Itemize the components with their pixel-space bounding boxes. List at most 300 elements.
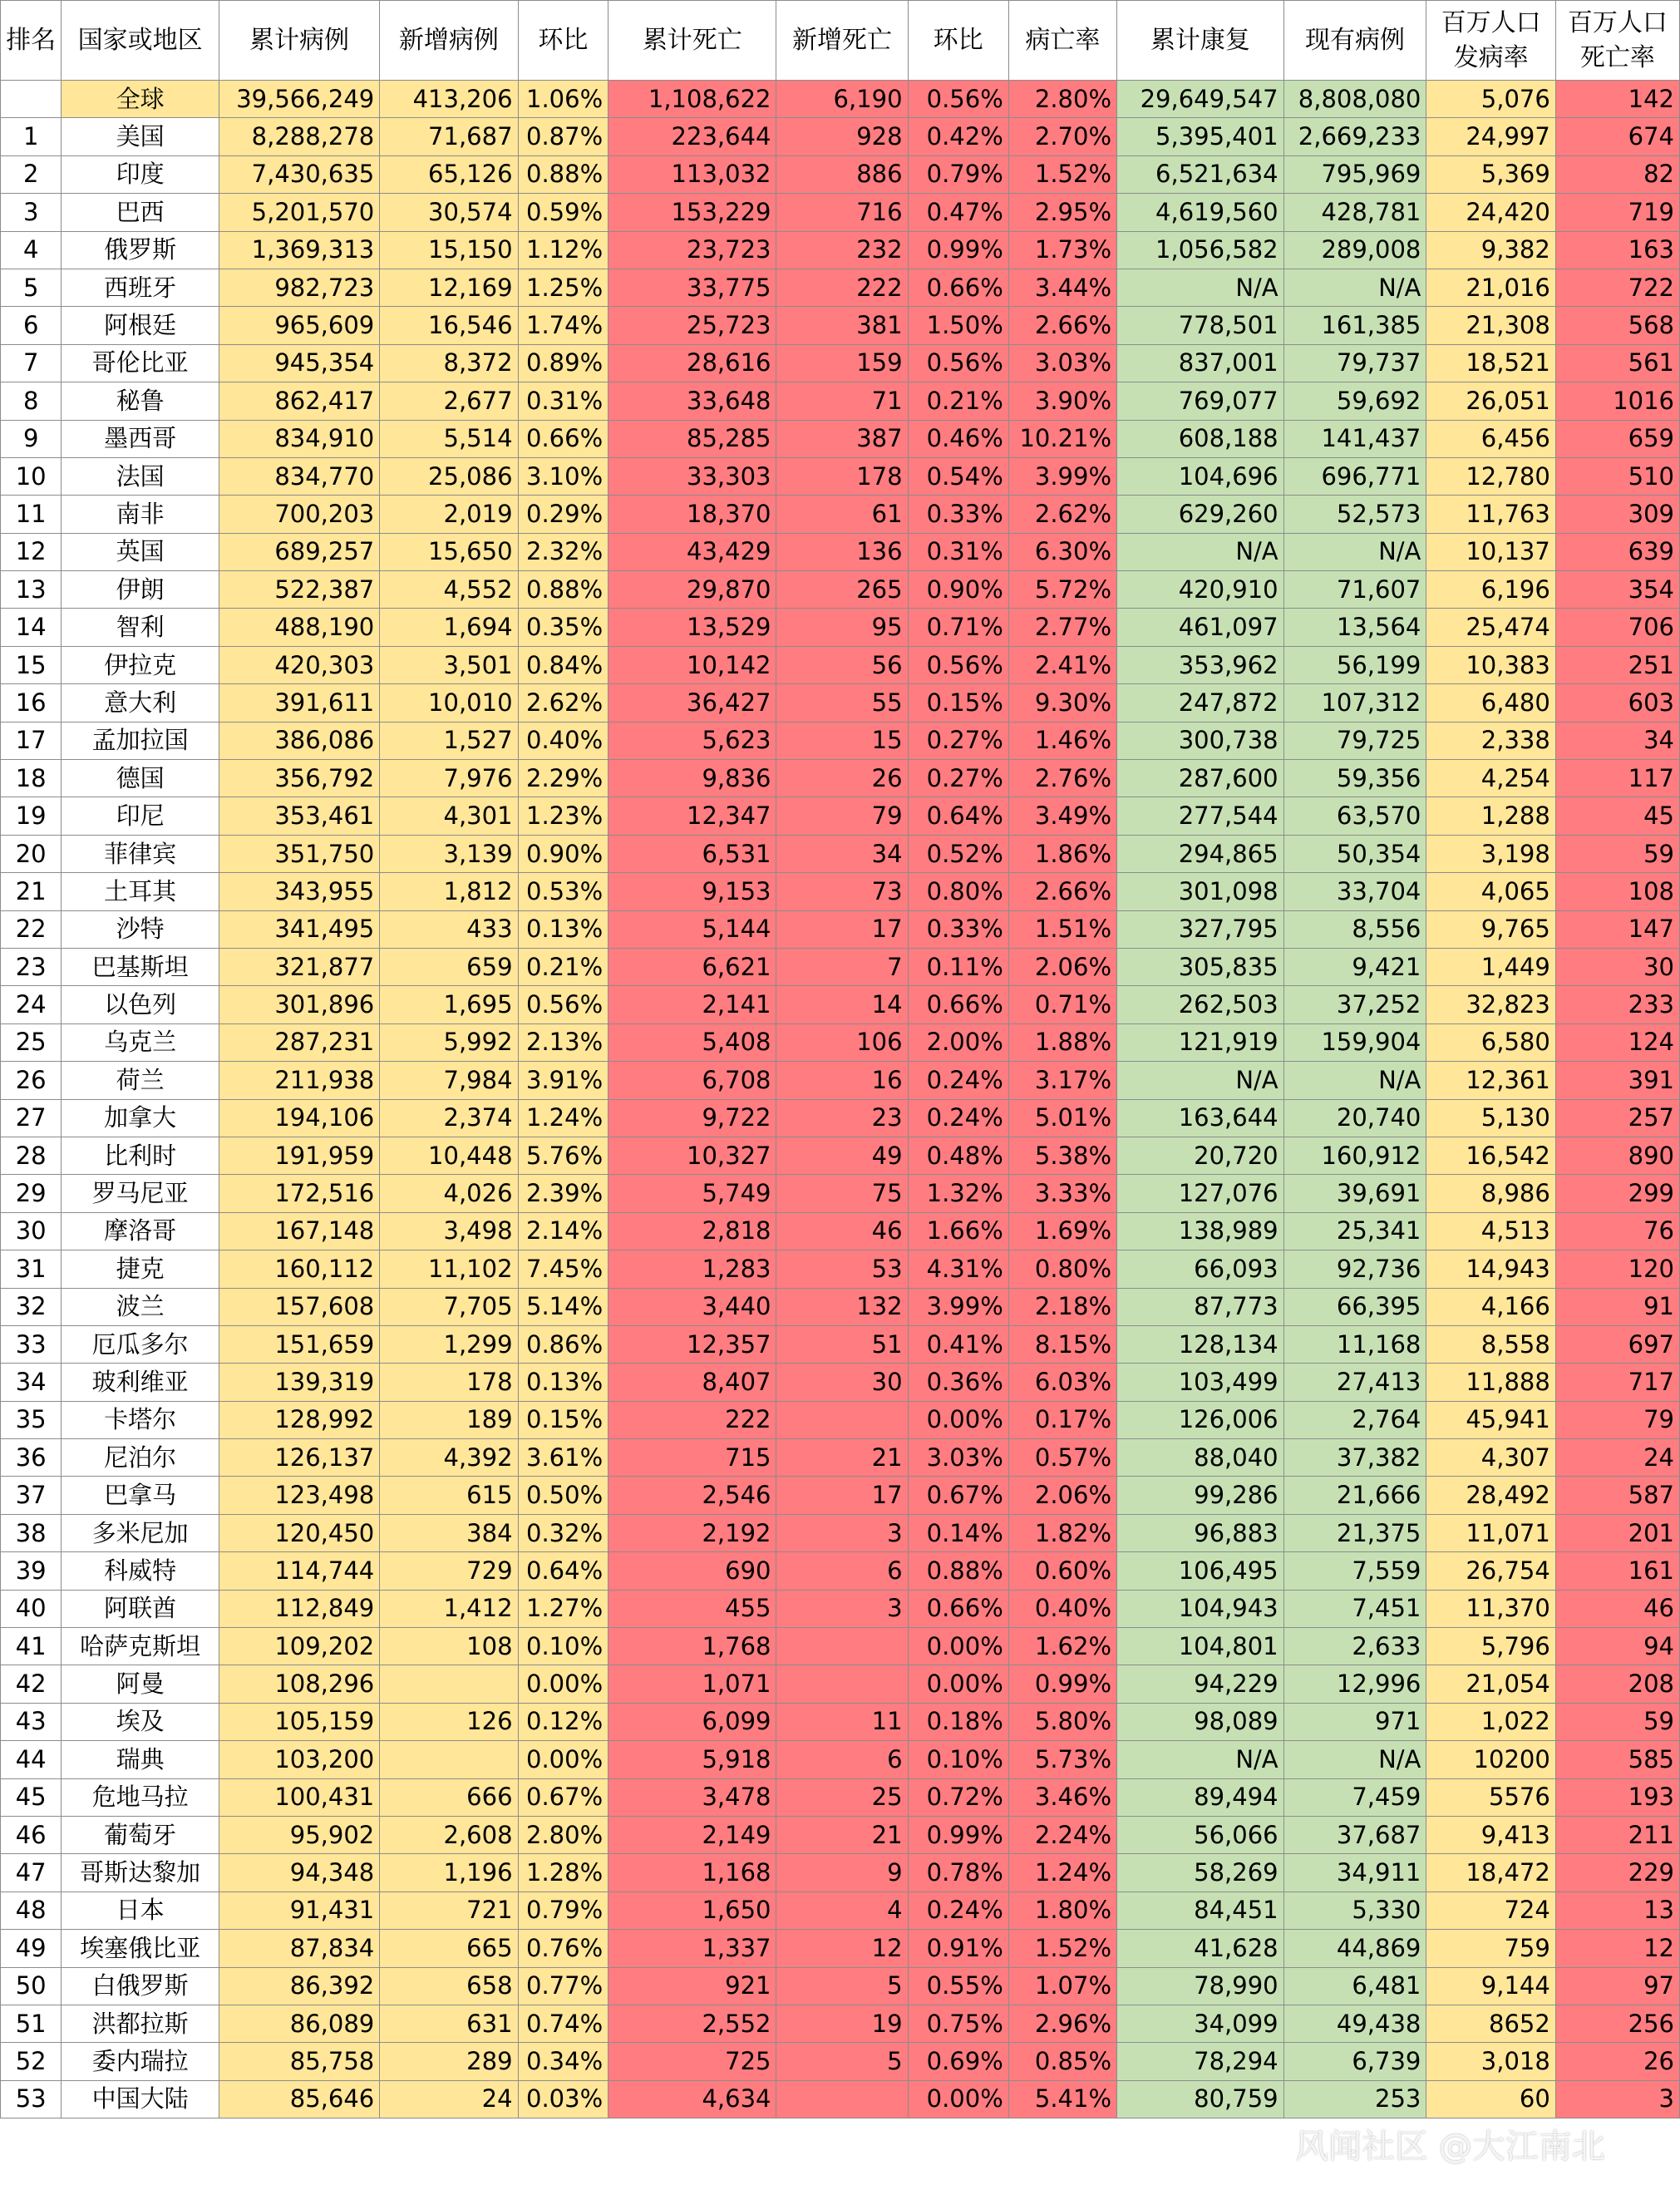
cell-active-cases: 49,438 bbox=[1283, 2005, 1426, 2042]
table-row bbox=[1, 457, 1680, 495]
cell-fatality-rate: 3.33% bbox=[1008, 1175, 1116, 1212]
table-row bbox=[1, 118, 1680, 155]
header-total-cases-line: 累计病例 bbox=[249, 25, 350, 55]
cell-total-recovered: 301,098 bbox=[1117, 873, 1284, 910]
cell-total-recovered: 78,294 bbox=[1117, 2043, 1284, 2080]
cell-total-recovered: 89,494 bbox=[1117, 1778, 1284, 1816]
cell-total-cases: 120,450 bbox=[219, 1514, 379, 1551]
cell-total-cases: 95,902 bbox=[219, 1816, 379, 1853]
cell-new-deaths: 4 bbox=[776, 1892, 908, 1929]
cell-total-recovered: 769,077 bbox=[1117, 382, 1284, 420]
cell-new-deaths: 21 bbox=[776, 1439, 908, 1477]
cell-deaths-change: 1.50% bbox=[908, 307, 1008, 344]
cell-new-cases: 25,086 bbox=[380, 457, 518, 495]
cell-cases-per-million: 724 bbox=[1426, 1892, 1555, 1929]
cell-rank: 49 bbox=[1, 1930, 62, 1967]
cell-cases-change: 0.88% bbox=[518, 155, 608, 193]
cell-deaths-change: 0.14% bbox=[908, 1514, 1008, 1551]
cell-cases-per-million: 32,823 bbox=[1426, 986, 1555, 1023]
cell-new-cases: 5,514 bbox=[380, 420, 518, 457]
cell-country: 法国 bbox=[62, 457, 219, 495]
cell-new-cases: 126 bbox=[380, 1703, 518, 1740]
cell-total-cases: 301,896 bbox=[219, 986, 379, 1023]
cell-country: 巴西 bbox=[62, 194, 219, 231]
cell-new-deaths: 232 bbox=[776, 231, 908, 269]
cell-cases-per-million: 21,016 bbox=[1426, 269, 1555, 306]
cell-cases-change: 0.79% bbox=[518, 1892, 608, 1929]
cell-total-cases: 100,431 bbox=[219, 1778, 379, 1816]
cell-total-recovered: 78,990 bbox=[1117, 1967, 1284, 2005]
cell-cases-change: 2.29% bbox=[518, 760, 608, 797]
header-cases-per-million-line: 发病率 bbox=[1453, 42, 1529, 72]
cell-fatality-rate: 2.24% bbox=[1008, 1816, 1116, 1853]
cell-rank: 16 bbox=[1, 684, 62, 722]
cell-active-cases: 11,168 bbox=[1283, 1325, 1426, 1363]
cell-rank: 39 bbox=[1, 1552, 62, 1590]
cell-rank: 3 bbox=[1, 194, 62, 231]
cell-total-cases: 103,200 bbox=[219, 1741, 379, 1778]
cell-total-deaths: 5,918 bbox=[608, 1741, 776, 1778]
cell-cases-change: 2.32% bbox=[518, 533, 608, 570]
cell-total-cases: 945,354 bbox=[219, 344, 379, 382]
cell-cases-per-million: 14,943 bbox=[1426, 1250, 1555, 1288]
cell-cases-change: 0.34% bbox=[518, 2043, 608, 2080]
table-row bbox=[1, 760, 1680, 797]
cell-cases-per-million: 9,413 bbox=[1426, 1816, 1555, 1853]
cell-rank: 35 bbox=[1, 1401, 62, 1438]
table-row bbox=[1, 2043, 1680, 2080]
cell-new-deaths bbox=[776, 2080, 908, 2118]
cell-total-recovered: 247,872 bbox=[1117, 684, 1284, 722]
cell-rank: 17 bbox=[1, 722, 62, 759]
cell-cases-per-million: 12,361 bbox=[1426, 1062, 1555, 1099]
cell-new-cases: 108 bbox=[380, 1628, 518, 1665]
table-row bbox=[1, 1703, 1680, 1740]
cell-total-deaths: 6,531 bbox=[608, 835, 776, 872]
cell-total-recovered: 126,006 bbox=[1117, 1401, 1284, 1438]
cell-total-deaths: 43,429 bbox=[608, 533, 776, 570]
cell-new-deaths: 9 bbox=[776, 1854, 908, 1892]
cell-cases-change: 0.00% bbox=[518, 1741, 608, 1778]
table-row bbox=[1, 571, 1680, 609]
cell-cases-per-million: 45,941 bbox=[1426, 1401, 1555, 1438]
header-row bbox=[1, 1, 1680, 81]
cell-country: 哈萨克斯坦 bbox=[62, 1628, 219, 1665]
cell-fatality-rate: 1.88% bbox=[1008, 1023, 1116, 1061]
cell-country: 墨西哥 bbox=[62, 420, 219, 457]
cell-cases-change: 0.87% bbox=[518, 118, 608, 155]
table-row bbox=[1, 1741, 1680, 1778]
cell-total-recovered: 629,260 bbox=[1117, 496, 1284, 533]
cell-deaths-per-million: 391 bbox=[1555, 1062, 1679, 1099]
cell-deaths-change: 0.52% bbox=[908, 835, 1008, 872]
cell-deaths-per-million: 309 bbox=[1555, 496, 1679, 533]
cell-total-cases: 126,137 bbox=[219, 1439, 379, 1477]
cell-cases-per-million: 16,542 bbox=[1426, 1137, 1555, 1174]
cell-deaths-per-million: 587 bbox=[1555, 1477, 1679, 1514]
cell-total-recovered: 104,696 bbox=[1117, 457, 1284, 495]
cell-active-cases: 39,691 bbox=[1283, 1175, 1426, 1212]
cell-new-deaths: 95 bbox=[776, 609, 908, 646]
cell-deaths-change: 0.33% bbox=[908, 910, 1008, 948]
table-row bbox=[1, 1439, 1680, 1477]
cell-deaths-per-million: 211 bbox=[1555, 1816, 1679, 1853]
header-total-deaths-line: 累计死亡 bbox=[642, 25, 742, 55]
cell-deaths-per-million: 45 bbox=[1555, 797, 1679, 835]
cell-rank: 30 bbox=[1, 1212, 62, 1250]
cell-total-recovered: 56,066 bbox=[1117, 1816, 1284, 1853]
cell-total-cases: 139,319 bbox=[219, 1364, 379, 1401]
cell-total-deaths: 690 bbox=[608, 1552, 776, 1590]
cell-fatality-rate: 3.17% bbox=[1008, 1062, 1116, 1099]
cell-cases-change: 0.00% bbox=[518, 1665, 608, 1703]
cell-country: 白俄罗斯 bbox=[62, 1967, 219, 2005]
cell-cases-change: 0.40% bbox=[518, 722, 608, 759]
cell-total-cases: 386,086 bbox=[219, 722, 379, 759]
cell-cases-change: 0.86% bbox=[518, 1325, 608, 1363]
cell-cases-per-million: 26,051 bbox=[1426, 382, 1555, 420]
cell-active-cases: 7,559 bbox=[1283, 1552, 1426, 1590]
cell-new-deaths: 136 bbox=[776, 533, 908, 570]
cell-cases-change: 0.84% bbox=[518, 646, 608, 683]
cell-active-cases: 971 bbox=[1283, 1703, 1426, 1740]
cell-new-deaths: 6 bbox=[776, 1552, 908, 1590]
cell-total-cases: 87,834 bbox=[219, 1930, 379, 1967]
cell-cases-per-million: 10,383 bbox=[1426, 646, 1555, 683]
cell-new-cases: 1,812 bbox=[380, 873, 518, 910]
cell-country: 瑞典 bbox=[62, 1741, 219, 1778]
cell-total-deaths: 36,427 bbox=[608, 684, 776, 722]
cell-total-deaths: 9,836 bbox=[608, 760, 776, 797]
cell-new-cases: 665 bbox=[380, 1930, 518, 1967]
header-deaths-per-million-line: 死亡率 bbox=[1579, 42, 1655, 72]
table-row bbox=[1, 1364, 1680, 1401]
header-total-deaths bbox=[608, 1, 776, 81]
table-row bbox=[1, 1137, 1680, 1174]
cell-deaths-change: 0.41% bbox=[908, 1325, 1008, 1363]
cell-cases-change: 3.61% bbox=[518, 1439, 608, 1477]
cell-deaths-change: 0.90% bbox=[908, 571, 1008, 609]
table-row bbox=[1, 873, 1680, 910]
cell-new-deaths: 12 bbox=[776, 1930, 908, 1967]
cell-active-cases: 79,725 bbox=[1283, 722, 1426, 759]
cell-country: 西班牙 bbox=[62, 269, 219, 306]
cell-total-deaths: 13,529 bbox=[608, 609, 776, 646]
cell-total-recovered: 98,089 bbox=[1117, 1703, 1284, 1740]
cell-country: 伊拉克 bbox=[62, 646, 219, 683]
cell-active-cases: 2,764 bbox=[1283, 1401, 1426, 1438]
cell-rank: 20 bbox=[1, 835, 62, 872]
table-row bbox=[1, 1892, 1680, 1929]
cell-total-recovered: 262,503 bbox=[1117, 986, 1284, 1023]
cell-country: 卡塔尔 bbox=[62, 1401, 219, 1438]
cell-cases-per-million: 9,382 bbox=[1426, 231, 1555, 269]
cell-deaths-change: 2.00% bbox=[908, 1023, 1008, 1061]
cell-cases-per-million: 4,307 bbox=[1426, 1439, 1555, 1477]
cell-cases-per-million: 6,456 bbox=[1426, 420, 1555, 457]
cell-total-recovered: 127,076 bbox=[1117, 1175, 1284, 1212]
cell-deaths-change: 0.00% bbox=[908, 1665, 1008, 1703]
cell-country: 科威特 bbox=[62, 1552, 219, 1590]
cell-fatality-rate: 0.99% bbox=[1008, 1665, 1116, 1703]
cell-deaths-per-million: 719 bbox=[1555, 194, 1679, 231]
cell-total-cases: 114,744 bbox=[219, 1552, 379, 1590]
cell-total-recovered: 128,134 bbox=[1117, 1325, 1284, 1363]
cell-fatality-rate: 2.66% bbox=[1008, 307, 1116, 344]
cell-cases-per-million: 8,558 bbox=[1426, 1325, 1555, 1363]
cell-total-cases: 123,498 bbox=[219, 1477, 379, 1514]
header-new-cases bbox=[380, 1, 518, 81]
cell-total-recovered: 327,795 bbox=[1117, 910, 1284, 948]
cell-total-cases: 834,770 bbox=[219, 457, 379, 495]
cell-deaths-change: 0.42% bbox=[908, 118, 1008, 155]
cell-active-cases: 8,556 bbox=[1283, 910, 1426, 948]
cell-new-cases: 16,546 bbox=[380, 307, 518, 344]
header-country bbox=[62, 1, 219, 81]
cell-active-cases: 160,912 bbox=[1283, 1137, 1426, 1174]
cell-total-deaths: 28,616 bbox=[608, 344, 776, 382]
cell-active-cases: 56,199 bbox=[1283, 646, 1426, 683]
cell-total-cases: 105,159 bbox=[219, 1703, 379, 1740]
cell-total-recovered: 99,286 bbox=[1117, 1477, 1284, 1514]
cell-cases-change: 0.76% bbox=[518, 1930, 608, 1967]
cell-total-deaths: 455 bbox=[608, 1590, 776, 1627]
cell-deaths-per-million: 163 bbox=[1555, 231, 1679, 269]
cell-country: 玻利维亚 bbox=[62, 1364, 219, 1401]
cell-total-cases: 112,849 bbox=[219, 1590, 379, 1627]
cell-deaths-per-million: 3 bbox=[1555, 2080, 1679, 2118]
cell-total-deaths: 5,144 bbox=[608, 910, 776, 948]
cell-cases-per-million: 5,796 bbox=[1426, 1628, 1555, 1665]
table-row bbox=[1, 1514, 1680, 1551]
header-country-line: 国家或地区 bbox=[77, 25, 203, 55]
cell-new-deaths: 265 bbox=[776, 571, 908, 609]
cell-new-deaths: 7 bbox=[776, 948, 908, 985]
cell-rank: 37 bbox=[1, 1477, 62, 1514]
cell-new-deaths: 5 bbox=[776, 2043, 908, 2080]
table-row bbox=[1, 1552, 1680, 1590]
table-row bbox=[1, 1665, 1680, 1703]
cell-total-deaths: 2,818 bbox=[608, 1212, 776, 1250]
cell-cases-change: 0.64% bbox=[518, 1552, 608, 1590]
table-row bbox=[1, 1854, 1680, 1892]
cell-deaths-per-million: 59 bbox=[1555, 835, 1679, 872]
table-row bbox=[1, 1628, 1680, 1665]
table-row bbox=[1, 797, 1680, 835]
cell-rank: 36 bbox=[1, 1439, 62, 1477]
table-row bbox=[1, 194, 1680, 231]
cell-total-recovered: N/A bbox=[1117, 269, 1284, 306]
cell-active-cases: 21,666 bbox=[1283, 1477, 1426, 1514]
cell-country: 捷克 bbox=[62, 1250, 219, 1288]
table-row bbox=[1, 496, 1680, 533]
cell-cases-change: 1.23% bbox=[518, 797, 608, 835]
cell-new-cases: 289 bbox=[380, 2043, 518, 2080]
cell-new-cases: 8,372 bbox=[380, 344, 518, 382]
cell-new-deaths: 49 bbox=[776, 1137, 908, 1174]
header-new-deaths-line: 新增死亡 bbox=[792, 25, 893, 55]
cell-deaths-per-million: 34 bbox=[1555, 722, 1679, 759]
cell-cases-per-million: 5,369 bbox=[1426, 155, 1555, 193]
cell-rank: 44 bbox=[1, 1741, 62, 1778]
cell-cases-change: 2.13% bbox=[518, 1023, 608, 1061]
cell-new-deaths: 34 bbox=[776, 835, 908, 872]
cell-rank: 45 bbox=[1, 1778, 62, 1816]
table-header bbox=[1, 1, 1680, 81]
cell-cases-change: 1.74% bbox=[518, 307, 608, 344]
cell-deaths-change: 0.46% bbox=[908, 420, 1008, 457]
cell-country: 埃塞俄比亚 bbox=[62, 1930, 219, 1967]
cell-total-deaths: 1,168 bbox=[608, 1854, 776, 1892]
cell-fatality-rate: 1.62% bbox=[1008, 1628, 1116, 1665]
table-row bbox=[1, 1967, 1680, 2005]
cell-cases-change: 0.31% bbox=[518, 382, 608, 420]
cell-new-deaths: 56 bbox=[776, 646, 908, 683]
table-row bbox=[1, 646, 1680, 683]
cell-cases-change: 0.56% bbox=[518, 986, 608, 1023]
cell-deaths-per-million: 697 bbox=[1555, 1325, 1679, 1363]
cell-cases-change: 0.03% bbox=[518, 2080, 608, 2118]
cell-fatality-rate: 5.72% bbox=[1008, 571, 1116, 609]
table-row bbox=[1, 1930, 1680, 1967]
cell-deaths-change: 0.67% bbox=[908, 1477, 1008, 1514]
table-row bbox=[1, 1590, 1680, 1627]
table-row bbox=[1, 1816, 1680, 1853]
cell-total-cases: 108,296 bbox=[219, 1665, 379, 1703]
cell-rank: 1 bbox=[1, 118, 62, 155]
cell-deaths-per-million: 233 bbox=[1555, 986, 1679, 1023]
cell-active-cases: 13,564 bbox=[1283, 609, 1426, 646]
cell-fatality-rate: 2.76% bbox=[1008, 760, 1116, 797]
cell-total-deaths: 222 bbox=[608, 1401, 776, 1438]
cell-deaths-change: 0.56% bbox=[908, 81, 1008, 118]
cell-active-cases: 34,911 bbox=[1283, 1854, 1426, 1892]
cell-total-deaths: 1,768 bbox=[608, 1628, 776, 1665]
cell-active-cases: 79,737 bbox=[1283, 344, 1426, 382]
cell-active-cases: 50,354 bbox=[1283, 835, 1426, 872]
cell-total-recovered: 94,229 bbox=[1117, 1665, 1284, 1703]
cell-deaths-per-million: 561 bbox=[1555, 344, 1679, 382]
cell-deaths-change: 0.00% bbox=[908, 1401, 1008, 1438]
cell-deaths-change: 0.66% bbox=[908, 1590, 1008, 1627]
cell-fatality-rate: 1.82% bbox=[1008, 1514, 1116, 1551]
cell-rank: 33 bbox=[1, 1325, 62, 1363]
cell-cases-per-million: 5,076 bbox=[1426, 81, 1555, 118]
cell-cases-change: 0.10% bbox=[518, 1628, 608, 1665]
cell-total-recovered: 104,943 bbox=[1117, 1590, 1284, 1627]
table-row bbox=[1, 722, 1680, 759]
cell-deaths-change: 0.00% bbox=[908, 2080, 1008, 2118]
cell-total-cases: 191,959 bbox=[219, 1137, 379, 1174]
header-fatality-rate bbox=[1008, 1, 1116, 81]
cell-country: 德国 bbox=[62, 760, 219, 797]
cell-country: 菲律宾 bbox=[62, 835, 219, 872]
cell-new-cases: 65,126 bbox=[380, 155, 518, 193]
cell-deaths-per-million: 94 bbox=[1555, 1628, 1679, 1665]
cell-active-cases: 141,437 bbox=[1283, 420, 1426, 457]
cell-deaths-change: 0.72% bbox=[908, 1778, 1008, 1816]
cell-fatality-rate: 3.46% bbox=[1008, 1778, 1116, 1816]
cell-new-deaths: 222 bbox=[776, 269, 908, 306]
cell-fatality-rate: 1.86% bbox=[1008, 835, 1116, 872]
cell-deaths-per-million: 201 bbox=[1555, 1514, 1679, 1551]
cell-active-cases: 159,904 bbox=[1283, 1023, 1426, 1061]
cell-fatality-rate: 0.40% bbox=[1008, 1590, 1116, 1627]
cell-rank: 23 bbox=[1, 948, 62, 985]
cell-deaths-per-million: 510 bbox=[1555, 457, 1679, 495]
cell-fatality-rate: 0.85% bbox=[1008, 2043, 1116, 2080]
cell-total-recovered: 461,097 bbox=[1117, 609, 1284, 646]
cell-cases-per-million: 6,580 bbox=[1426, 1023, 1555, 1061]
cell-new-cases: 666 bbox=[380, 1778, 518, 1816]
cell-new-deaths: 19 bbox=[776, 2005, 908, 2042]
cell-active-cases: 37,252 bbox=[1283, 986, 1426, 1023]
cell-fatality-rate: 2.18% bbox=[1008, 1288, 1116, 1325]
cell-country: 印度 bbox=[62, 155, 219, 193]
cell-total-cases: 86,089 bbox=[219, 2005, 379, 2042]
cell-fatality-rate: 1.80% bbox=[1008, 1892, 1116, 1929]
cell-fatality-rate: 2.66% bbox=[1008, 873, 1116, 910]
cell-country: 葡萄牙 bbox=[62, 1816, 219, 1853]
cell-total-deaths: 4,634 bbox=[608, 2080, 776, 2118]
cell-rank: 31 bbox=[1, 1250, 62, 1288]
cell-deaths-per-million: 299 bbox=[1555, 1175, 1679, 1212]
cell-cases-per-million: 11,888 bbox=[1426, 1364, 1555, 1401]
cell-new-deaths: 75 bbox=[776, 1175, 908, 1212]
cell-new-deaths: 53 bbox=[776, 1250, 908, 1288]
cell-rank: 8 bbox=[1, 382, 62, 420]
cell-total-deaths: 2,546 bbox=[608, 1477, 776, 1514]
table-row bbox=[1, 155, 1680, 193]
cell-active-cases: N/A bbox=[1283, 1741, 1426, 1778]
cell-cases-change: 0.12% bbox=[518, 1703, 608, 1740]
cell-total-cases: 862,417 bbox=[219, 382, 379, 420]
cell-deaths-change: 0.54% bbox=[908, 457, 1008, 495]
cell-new-cases: 5,992 bbox=[380, 1023, 518, 1061]
cell-cases-per-million: 21,054 bbox=[1426, 1665, 1555, 1703]
cell-total-recovered: N/A bbox=[1117, 1741, 1284, 1778]
cell-active-cases: 59,692 bbox=[1283, 382, 1426, 420]
cell-new-cases: 4,026 bbox=[380, 1175, 518, 1212]
cell-new-deaths: 23 bbox=[776, 1099, 908, 1137]
cell-total-cases: 91,431 bbox=[219, 1892, 379, 1929]
cell-fatality-rate: 0.57% bbox=[1008, 1439, 1116, 1477]
cell-rank: 7 bbox=[1, 344, 62, 382]
cell-active-cases: 44,869 bbox=[1283, 1930, 1426, 1967]
cell-cases-per-million: 6,196 bbox=[1426, 571, 1555, 609]
table-row bbox=[1, 1099, 1680, 1137]
cell-fatality-rate: 0.80% bbox=[1008, 1250, 1116, 1288]
cell-rank: 29 bbox=[1, 1175, 62, 1212]
cell-total-recovered: 41,628 bbox=[1117, 1930, 1284, 1967]
cell-active-cases: 8,808,080 bbox=[1283, 81, 1426, 118]
header-new-deaths bbox=[776, 1, 908, 81]
cell-deaths-change: 0.24% bbox=[908, 1099, 1008, 1137]
cell-total-deaths: 3,440 bbox=[608, 1288, 776, 1325]
cell-active-cases: 107,312 bbox=[1283, 684, 1426, 722]
cell-total-deaths: 33,775 bbox=[608, 269, 776, 306]
cell-new-cases: 615 bbox=[380, 1477, 518, 1514]
cell-deaths-per-million: 59 bbox=[1555, 1703, 1679, 1740]
cell-total-deaths: 1,283 bbox=[608, 1250, 776, 1288]
cell-new-deaths: 132 bbox=[776, 1288, 908, 1325]
table-row bbox=[1, 382, 1680, 420]
cell-active-cases: 37,687 bbox=[1283, 1816, 1426, 1853]
table-row bbox=[1, 910, 1680, 948]
cell-total-cases: 522,387 bbox=[219, 571, 379, 609]
cell-country: 意大利 bbox=[62, 684, 219, 722]
header-rank bbox=[1, 1, 62, 81]
